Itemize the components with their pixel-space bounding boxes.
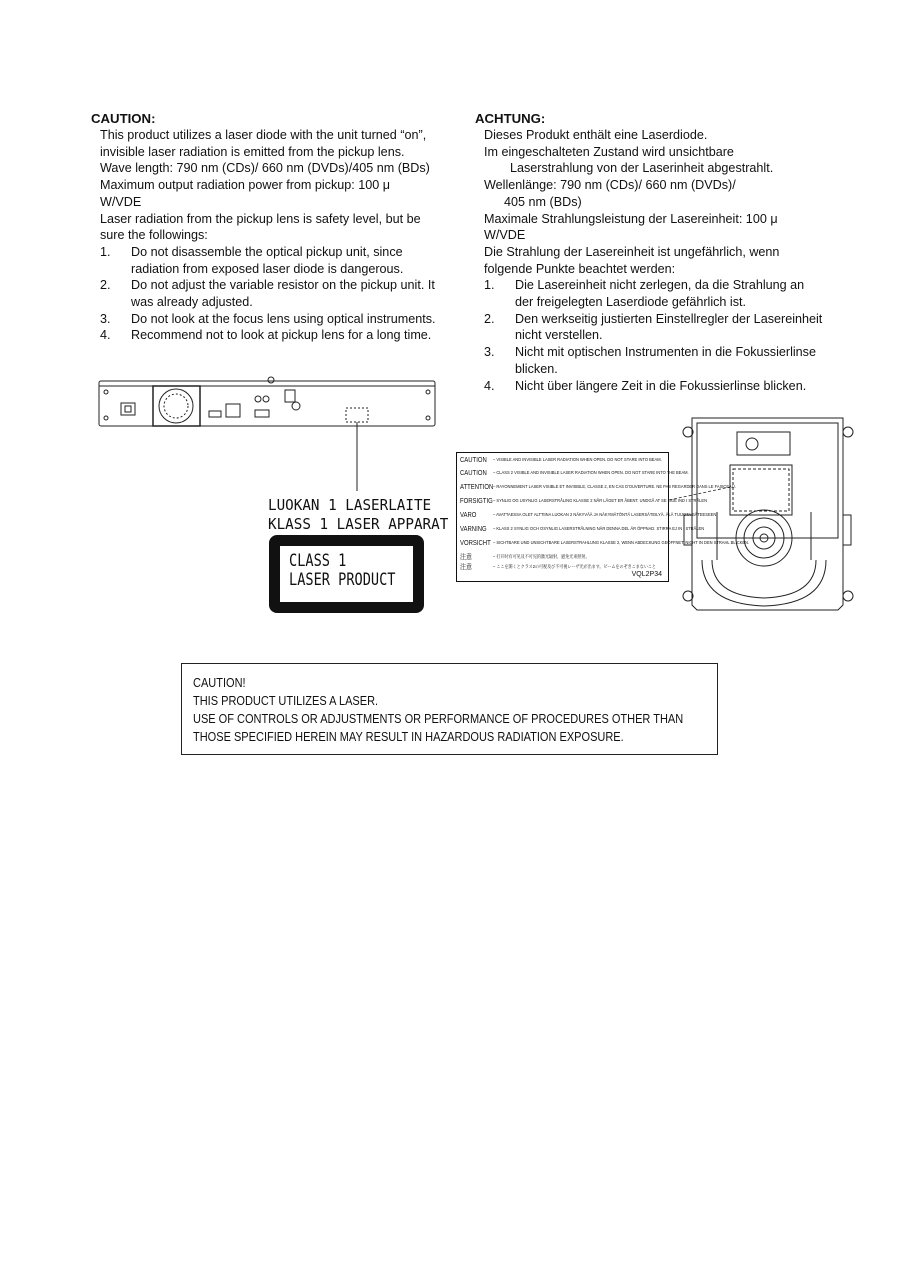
warning-text: – SICHTBARE UND UNSICHTBARE LASERSTRAHLUNG KLASSE 2, WENN ABDECKUNG GEÖFFNET. NICHT IN DEN STRAHL BLICKEN.	[493, 540, 750, 545]
item-text: Do not disassemble the optical pickup unit, since	[131, 244, 403, 259]
warning-row	[460, 554, 600, 561]
warning-text: – CLASS 2 VISIBLE AND INVISIBLE LASER RADIATION WHEN OPEN. DO NOT STARE INTO THE BEAM.	[493, 470, 689, 475]
item-text: Nicht mit optischen Instrumenten in die Fokussierlinse	[515, 345, 816, 360]
warning-row	[460, 512, 741, 519]
item-text: radiation from exposed laser diode is dangerous.	[131, 261, 404, 276]
warning-text: – RAYONNEMENT LASER VISIBLE ET INVISIBLE, CLASSE 2, EN CAS D'OUVERTURE. NE PAS REGARDER DANS LE FAISCEAU.	[493, 484, 736, 489]
class-label-inner	[280, 546, 413, 602]
item-text: Do not adjust the variable resistor on the pickup unit. It	[131, 278, 435, 293]
item-number: 1.	[484, 278, 495, 293]
rear-panel-drawing	[99, 377, 435, 426]
warning-text: – 打开时有可见及不可见的激光辐射，避免光束照射。	[493, 554, 590, 559]
item-text: was already adjusted.	[131, 295, 253, 310]
german-intro-line: Die Strahlung der Lasereinheit ist ungefährlich, wenn	[484, 244, 780, 259]
caution-line: USE OF CONTROLS OR ADJUSTMENTS OR PERFORMANCE OF PROCEDURES OTHER THAN	[193, 711, 684, 726]
german-intro-line: Im eingeschalteten Zustand wird unsichtbare	[484, 144, 734, 159]
class-label-line-2: LASER PRODUCT	[289, 570, 396, 590]
label-part-code: VQL2P34	[631, 571, 662, 578]
english-heading: CAUTION:	[91, 111, 156, 126]
item-number: 3.	[484, 345, 495, 360]
item-number: 4.	[100, 328, 111, 343]
item-text: Recommend not to look at pickup lens for a long time.	[131, 328, 432, 343]
warning-key: FORSIGTIG	[460, 498, 493, 505]
caution-notice-box	[181, 663, 718, 755]
class-1-laser-product-label	[269, 535, 424, 613]
warning-row	[460, 540, 778, 547]
german-intro-line: W/VDE	[484, 228, 526, 243]
warning-row	[460, 484, 763, 491]
german-intro-line: Dieses Produkt enthält eine Laserdiode.	[484, 128, 708, 142]
english-intro-line: Wave length: 790 nm (CDs)/ 660 nm (DVDs)/405 nm (BDs)	[100, 161, 430, 176]
warning-text: – SYNLIG OG USYNLIG LASERSTRÅLING KLASSE 2 NÅR LÅGET ER ÅBENT. UNDGÅ AT SE LIGE IND I STRÅLEN	[493, 498, 708, 503]
item-number: 2.	[100, 278, 111, 293]
english-intro-line: W/VDE	[100, 194, 142, 209]
warning-key: VARNING	[460, 526, 487, 533]
english-intro-line: invisible laser radiation is emitted from the pickup lens.	[100, 144, 405, 159]
german-intro-line: folgende Punkte beachtet werden:	[484, 261, 676, 276]
english-intro-line: This product utilizes a laser diode with the unit turned “on”,	[100, 128, 427, 142]
warning-key: ATTENTION	[460, 484, 494, 491]
item-text: Die Lasereinheit nicht zerlegen, da die Strahlung an	[515, 278, 805, 293]
warning-key: CAUTION	[460, 470, 487, 477]
warning-row	[460, 564, 674, 571]
warning-row	[460, 470, 710, 477]
item-number: 2.	[484, 311, 495, 326]
german-heading: ACHTUNG:	[475, 111, 546, 126]
german-intro-line: Maximale Strahlungsleistung der Lasereinheit: 100 μ	[484, 211, 778, 226]
warning-text: – ここを開くとクラス2の可視及び不可視レーザ光が出ます。ビームをのぞきこまないこと	[493, 564, 656, 569]
laser-class-line-2: KLASS 1 LASER APPARAT	[268, 515, 449, 533]
caution-line: THOSE SPECIFIED HEREIN MAY RESULT IN HAZARDOUS RADIATION EXPOSURE.	[193, 729, 624, 744]
warning-row	[460, 498, 731, 505]
warning-text: – VISIBLE AND INVISIBLE LASER RADIATION WHEN OPEN. DO NOT STARE INTO BEAM.	[493, 457, 662, 462]
warning-key: 注意	[460, 554, 472, 561]
laser-class-line-1: LUOKAN 1 LASERLAITE	[268, 496, 432, 514]
english-intro-line: sure the followings:	[100, 228, 208, 243]
class-label-line-1: CLASS 1	[289, 551, 347, 571]
caution-line: CAUTION!	[193, 675, 246, 690]
english-intro-line: Maximum output radiation power from pickup: 100 μ	[100, 178, 391, 193]
warning-key: CAUTION	[460, 457, 487, 464]
item-text: Nicht über längere Zeit in die Fokussierlinse blicken.	[515, 378, 807, 393]
item-text: Den werkseitig justierten Einstellregler der Lasereinheit	[515, 311, 823, 326]
item-number: 4.	[484, 378, 495, 393]
caution-line: THIS PRODUCT UTILIZES A LASER.	[193, 693, 379, 708]
german-intro-line: Laserstrahlung von der Laserinheit abgestrahlt.	[510, 161, 774, 176]
warning-row	[460, 526, 728, 533]
item-text: Do not look at the focus lens using optical instruments.	[131, 311, 436, 326]
item-text: der freigelegten Laserdiode gefährlich ist.	[515, 295, 747, 310]
english-intro-line: Laser radiation from the pickup lens is safety level, but be	[100, 211, 421, 226]
warning-row	[460, 457, 680, 464]
item-text: blicken.	[515, 361, 558, 376]
warning-text: – KLASS 2 SYNLIG OCH OSYNLIG LASERSTRÅLNING NÄR DENNA DEL ÄR ÖPPNAD. STIRRA EJ IN I STRÅLEN	[493, 526, 705, 531]
warning-text: – AVATTAESSA OLET ALTTIINA LUOKAN 2 NÄKYVÄÄ JA NÄKYMÄTÖNTÄ LASERSÄTEILYÄ. ÄLÄ TUIJOTA SÄTEESEEN	[493, 512, 717, 517]
item-text: nicht verstellen.	[515, 328, 603, 343]
warning-label	[456, 452, 750, 582]
item-number: 1.	[100, 244, 111, 259]
german-intro-line: Wellenlänge: 790 nm (CDs)/ 660 nm (DVDs)/	[484, 178, 736, 193]
warning-key: 注意	[460, 564, 472, 571]
german-intro-line: 405 nm (BDs)	[504, 194, 582, 209]
item-number: 3.	[100, 311, 111, 326]
laser-class-heading	[268, 496, 448, 534]
warning-key: VARO	[460, 512, 477, 519]
warning-key: VORSICHT	[460, 540, 491, 547]
